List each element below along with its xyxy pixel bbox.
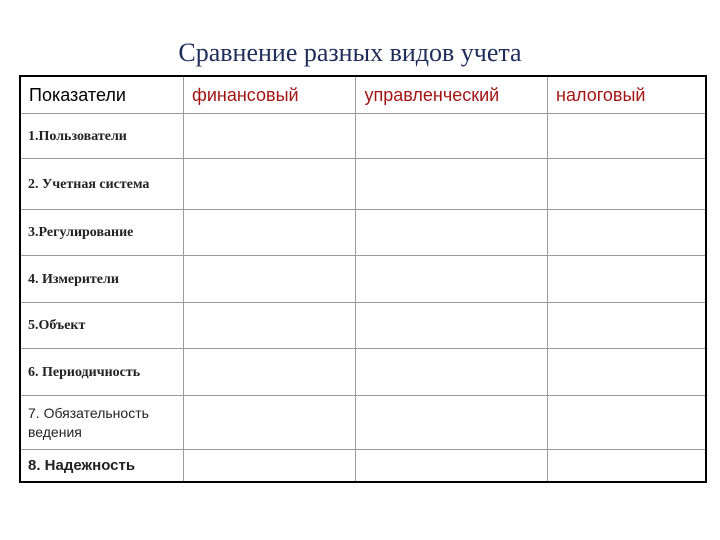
table-cell [184, 210, 356, 256]
table-cell [356, 450, 548, 482]
row-label-object: 5.Объект [20, 303, 184, 349]
table-cell [356, 349, 548, 396]
comparison-table [19, 75, 707, 483]
header-row [20, 76, 706, 114]
table-row [20, 303, 706, 349]
header-managerial: управленческий [356, 76, 548, 114]
row-label-measures: 4. Измерители [20, 256, 184, 303]
table-row [20, 349, 706, 396]
table-cell [184, 396, 356, 450]
slide-title: Сравнение разных видов учета [178, 38, 522, 67]
header-financial: финансовый [184, 76, 356, 114]
table-cell [548, 450, 706, 482]
table-row [20, 114, 706, 159]
row-label-periodicity: 6. Периодичность [20, 349, 184, 396]
table-cell [548, 349, 706, 396]
header-indicators: Показатели [20, 76, 184, 114]
table-cell [548, 114, 706, 159]
table-cell [184, 349, 356, 396]
table-cell [356, 210, 548, 256]
row-label-reliability: 8. Надежность [20, 450, 184, 482]
table-cell [184, 450, 356, 482]
table-cell [356, 159, 548, 210]
table-row [20, 210, 706, 256]
table-row [20, 450, 706, 482]
table-cell [184, 256, 356, 303]
table-cell [548, 256, 706, 303]
table-cell [356, 256, 548, 303]
table-cell [184, 159, 356, 210]
table-cell [184, 303, 356, 349]
table-row [20, 159, 706, 210]
table-cell [548, 396, 706, 450]
header-tax: налоговый [548, 76, 706, 114]
table-row [20, 396, 706, 450]
row-label-users: 1.Пользователи [20, 114, 184, 159]
row-label-regulation: 3.Регулирование [20, 210, 184, 256]
table-cell [548, 159, 706, 210]
row-label-accounting-system: 2. Учетная система [20, 159, 184, 210]
table-cell [548, 303, 706, 349]
table-cell [356, 396, 548, 450]
table-cell [184, 114, 356, 159]
table-cell [548, 210, 706, 256]
table-cell [356, 303, 548, 349]
table-row [20, 256, 706, 303]
row-label-mandatory: 7. Обязательность ведения [20, 396, 184, 450]
table-cell [356, 114, 548, 159]
